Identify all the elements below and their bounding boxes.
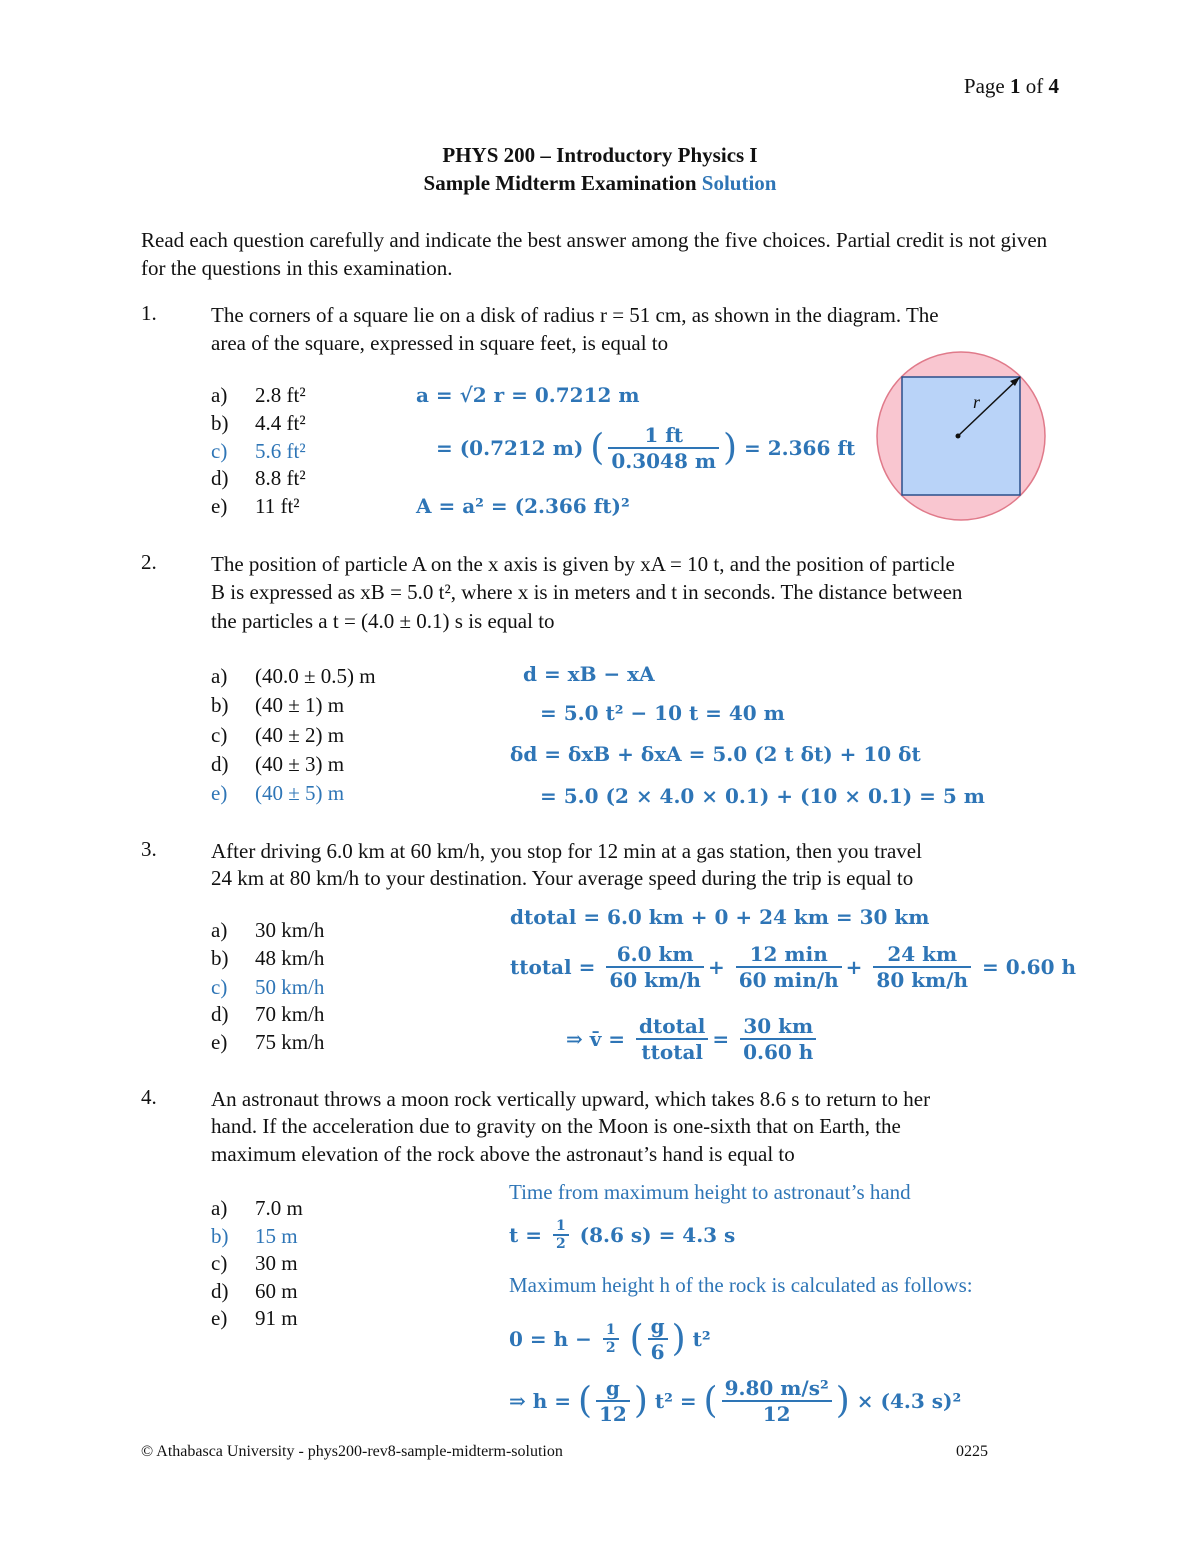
q3-option-e: e) 75 km/h (211, 1030, 325, 1054)
question-4-line-3: maximum elevation of the rock above the astronaut’s hand is equal to (211, 1142, 795, 1166)
course-title: PHYS 200 – Introductory Physics I (442, 143, 758, 167)
q1-option-a: a) 2.8 ft² (211, 383, 306, 407)
q4-solution-note-1: Time from maximum height to astronaut’s hand (509, 1180, 911, 1204)
page-number: Page 1 of 4 (963, 74, 1059, 98)
question-1-number: 1. (141, 301, 157, 325)
q3-option-d: d) 70 km/h (211, 1002, 325, 1026)
q4-option-e: e) 91 m (211, 1306, 298, 1330)
question-3-number: 3. (141, 837, 157, 861)
q1-option-e: e) 11 ft² (211, 494, 300, 518)
q3-solution-line-2: ttotal = $\frac{6.0 km}{60 km/h}$ + $\frac{12 \min}{60 \min/h}$ + $\frac{24 km}{80 km/h}$ = 0.60 h (510, 942, 1076, 992)
q4-solution-note-2: Maximum height h of the rock is calculated as follows: (509, 1273, 973, 1297)
q3-option-a: a) 30 km/h (211, 918, 325, 942)
q3-option-c-correct: c) 50 km/h (211, 975, 325, 999)
q1-solution-line-1: a = √2 r = 0.7212 m (416, 383, 640, 407)
q2-option-e-correct: e) (40 ± 5) m (211, 781, 345, 805)
q3-option-b: b) 48 km/h (211, 946, 325, 970)
q2-option-d: d) (40 ± 3) m (211, 752, 345, 776)
footer-copyright: © Athabasca University - phys200-rev8-sample-midterm-solution (141, 1443, 563, 1460)
radius-label: r (973, 392, 981, 412)
question-1-line-1: The corners of a square lie on a disk of radius r = 51 cm, as shown in the diagram. The (211, 303, 939, 327)
q2-option-b: b) (40 ± 1) m (211, 693, 345, 717)
q1-solution-line-3: A = a² = (2.366 ft)² (416, 494, 630, 518)
q1-option-b: b) 4.4 ft² (211, 411, 306, 435)
q4-solution-line-3: ⇒ h = ( $\frac{g}{12}$ ) t² = ( $\frac{\text{9.80 m/s²}}{12}$ ) × (4.3 s)² (509, 1376, 962, 1426)
instructions: Read each question carefully and indicate the best answer among the five choices. Partial credit is not given for the questions in this examination. (141, 228, 1048, 280)
footer-code: 0225 (956, 1443, 988, 1460)
question-4-line-2: hand. If the acceleration due to gravity on the Moon is one-sixth that on Earth, the (211, 1114, 901, 1138)
question-1-line-2: area of the square, expressed in square feet, is equal to (211, 331, 669, 355)
question-2-line-3: the particles a t = (4.0 ± 0.1) s is equal to (211, 609, 555, 633)
question-3-line-2: 24 km at 80 km/h to your destination. Your average speed during the trip is equal to (211, 866, 914, 890)
q4-option-c: c) 30 m (211, 1251, 298, 1275)
q2-solution-line-1: d = xB − xA (523, 662, 655, 686)
q3-solution-line-1: dtotal = 6.0 km + 0 + 24 km = 30 km (510, 905, 930, 929)
solution-label: Solution (701, 171, 777, 195)
question-3-line-1: After driving 6.0 km at 60 km/h, you stop for 12 min at a gas station, then you travel (211, 839, 922, 863)
q2-option-c: c) (40 ± 2) m (211, 723, 345, 747)
q4-solution-line-1: t = $\frac{1}{2}$ (8.6 s) = 4.3 s (509, 1218, 736, 1252)
disk-square-diagram (875, 350, 1047, 522)
q2-solution-line-3: δd = δxB + δxA = 5.0 (2 t δt) + 10 δt (510, 742, 921, 766)
q2-solution-line-4: = 5.0 (2 × 4.0 × 0.1) + (10 × 0.1) = 5 m (540, 784, 985, 808)
q3-solution-line-3: ⇒ v̄ = $\frac{\text{dtotal}}{\text{ttotal}}$ = $\frac{30 km}{0.60 h}$ (566, 1014, 820, 1064)
q4-option-a: a) 7.0 m (211, 1196, 303, 1220)
center-point (956, 434, 961, 439)
question-2-line-1: The position of particle A on the x axis is given by xA = 10 t, and the position of particle (211, 552, 955, 576)
question-2-number: 2. (141, 550, 157, 574)
q1-option-d: d) 8.8 ft² (211, 466, 306, 490)
q4-option-d: d) 60 m (211, 1279, 298, 1303)
q1-solution-line-2: = (0.7212 m) ( $\frac{1 ft}{0.3048 m}$ ) = 2.366 ft (436, 423, 856, 473)
question-4-number: 4. (141, 1085, 157, 1109)
q1-option-c-correct: c) 5.6 ft² (211, 439, 306, 463)
q4-solution-line-2: 0 = h − $\frac{1}{2}$ ( $\frac{g}{6}$ ) t² (509, 1314, 711, 1364)
q2-solution-line-2: = 5.0 t² − 10 t = 40 m (540, 701, 785, 725)
question-4-line-1: An astronaut throws a moon rock vertically upward, which takes 8.6 s to return to her (211, 1087, 931, 1111)
question-2-line-2: B is expressed as xB = 5.0 t², where x is in meters and t in seconds. The distance between (211, 580, 963, 604)
q2-option-a: a) (40.0 ± 0.5) m (211, 664, 376, 688)
exam-title: Sample Midterm Examination Solution (423, 171, 777, 195)
q4-option-b-correct: b) 15 m (211, 1224, 298, 1248)
